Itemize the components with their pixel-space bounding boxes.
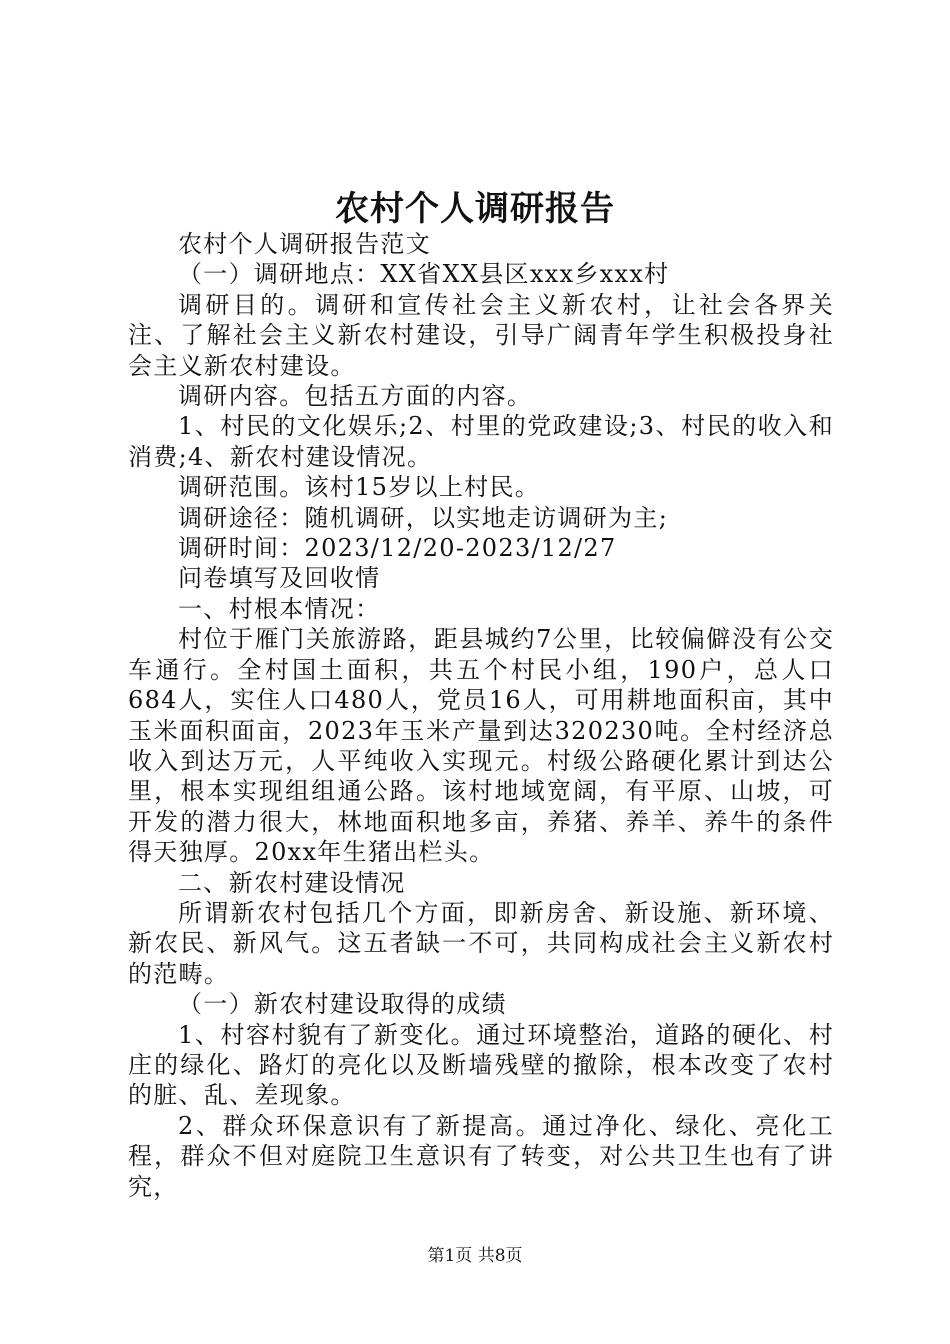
section-heading: 一、村根本情况： [178, 594, 381, 623]
document-body [128, 229, 834, 1202]
paragraph: 村位于雁门关旅游路，距县城约7公里，比较偏僻没有公交车通行。全村国土面积，共五个村民小组，190户，总人口684人，实住人口480人，党员16人，可用耕地面积亩，其中玉米面积面亩，2023年玉米产量到达320230吨。全村经济总收入到达万元，人平纯收入实现元。村级公路硬化累计到达公里，根本实现组组通公路。该村地域宽阔，有平原、山坡，可开发的潜力很大，林地面积地多亩，养猪、养羊、养牛的条件得天独厚。20xx年生猪出栏头。 [128, 625, 834, 867]
paragraph: 调研范围。该村15岁以上村民。 [178, 473, 541, 502]
paragraph: 2、群众环保意识有了新提高。通过净化、绿化、亮化工程，群众不但对庭院卫生意识有了转变，对公共卫生也有了讲究， [128, 1111, 834, 1201]
subsection-heading: （一）新农村建设取得的成绩 [178, 990, 507, 1019]
paragraph: 农村个人调研报告范文 [178, 230, 431, 258]
page-footer: 第1页 共8页 [427, 1246, 523, 1266]
paragraph: 1、村容村貌有了新变化。通过环境整治，道路的硬化、村庄的绿化、路灯的亮化以及断墙残壁的撤除，根本改变了农村的脏、乱、差现象。 [128, 1020, 834, 1110]
paragraph: （一）调研地点：XX省XX县区xxx乡xxx村 [178, 260, 670, 289]
paragraph: 1、村民的文化娱乐;2、村里的党政建设;3、村民的收入和消费;4、新农村建设情况。 [128, 412, 834, 471]
paragraph: 调研途径：随机调研，以实地走访调研为主; [178, 503, 669, 532]
paragraph: 问卷填写及回收情 [178, 564, 381, 593]
paragraph: 调研目的。调研和宣传社会主义新农村，让社会各界关注、了解社会主义新农村建设，引导广阔青年学生积极投身社会主义新农村建设。 [128, 290, 834, 380]
document-title: 农村个人调研报告 [335, 189, 615, 229]
paragraph: 调研内容。包括五方面的内容。 [178, 382, 533, 411]
section-heading: 二、新农村建设情况 [178, 868, 406, 897]
paragraph: 调研时间：2023/12/20-2023/12/27 [178, 534, 617, 563]
paragraph: 所谓新农村包括几个方面，即新房舍、新设施、新环境、新农民、新风气。这五者缺一不可，共同构成社会主义新农村的范畴。 [128, 898, 834, 988]
